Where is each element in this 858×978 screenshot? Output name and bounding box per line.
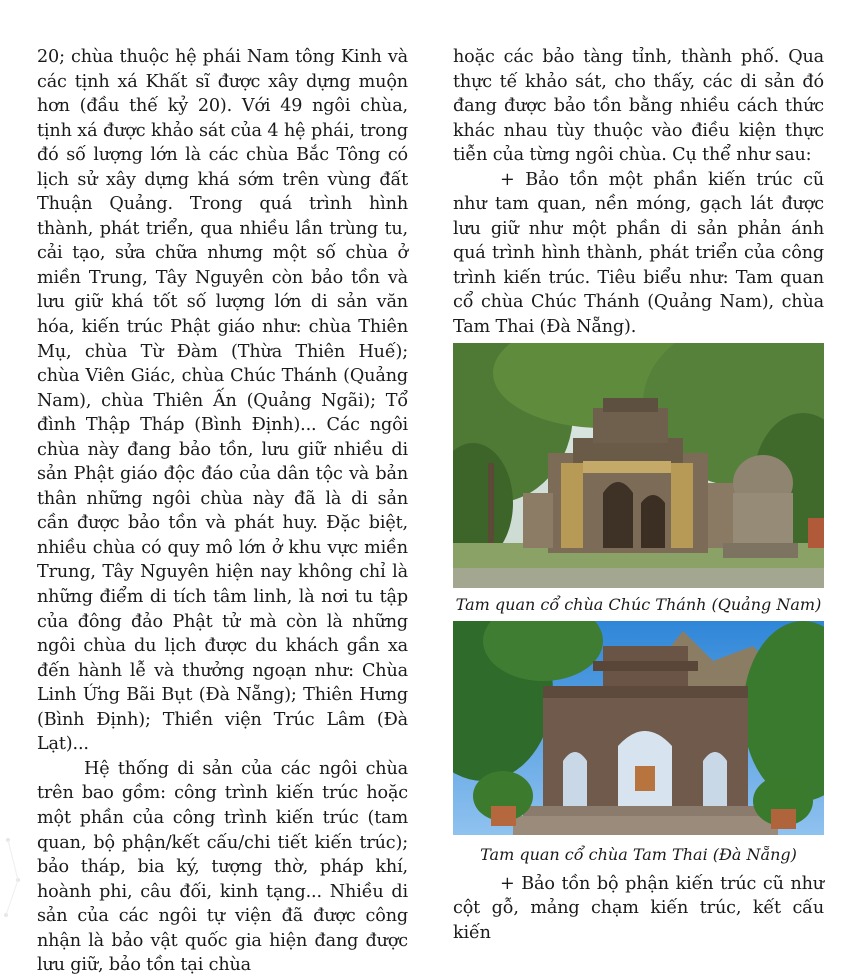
right-paragraph-3: + Bảo tồn bộ phận kiến trúc cũ như cột gỗ, mảng chạm kiến trúc, kết cấu kiến xyxy=(453,873,824,943)
left-paragraph-2: Hệ thống di sản của các ngôi chùa trên bao gồm: công trình kiến trúc hoặc một phần của công trình kiến trúc (tam quan, bộ phận/kết cấu/chi tiết kiến trúc); bảo tháp, bia ký, tượng thờ, pháp khí, hoành phi, câu đối, kinh tạng... Nhiều di sản của các ngôi tự viện đã được công nhận là bảo vật quốc gia hiện đang được lưu giữ, bảo tồn tại chùa xyxy=(37,758,408,976)
decorative-dots xyxy=(0,820,30,960)
photo-tam-thai-gate xyxy=(453,621,824,835)
right-column xyxy=(453,45,824,945)
left-paragraph-1: 20; chùa thuộc hệ phái Nam tông Kinh và các tịnh xá Khất sĩ được xây dựng muộn hơn (đầu thế kỷ 20). Với 49 ngôi chùa, tịnh xá được khảo sát của 4 hệ phái, trong đó số lượng lớn là các chùa Bắc Tông có lịch sử xây dựng khá sớm trên vùng đất Thuận Quảng. Trong quá trình hình thành, phát triển, qua nhiều lần trùng tu, cải tạo, sửa chữa nhưng một số chùa ở miền Trung, Tây Nguyên còn bảo tồn và lưu giữ khá tốt số lượng lớn di sản văn hóa, kiến trúc Phật giáo như: chùa Thiên Mụ, chùa Từ Đàm (Thừa Thiên Huế); chùa Viên Giác, chùa Chúc Thánh (Quảng Nam), chùa Thiên Ấn (Quảng Ngãi); Tổ đình Thập Tháp (Bình Định)... Các ngôi chùa này đang bảo tồn, lưu giữ nhiều di sản Phật giáo độc đáo của dân tộc và bản thân những ngôi chùa này đã là di sản cần được bảo tồn và phát huy. Đặc biệt, nhiều chùa có quy mô lớn ở khu vực miền Trung, Tây Nguyên hiện nay không chỉ là những điểm di tích tâm linh, là nơi tu tập của đông đảo Phật tử mà còn là những ngôi chùa du lịch được du khách gần xa đến hành lễ và thưởng ngoạn như: Chùa Linh Ứng Bãi Bụt (Đà Nẵng); Thiên Hưng (Bình Định); Thiền viện Trúc Lâm (Đà Lạt)... xyxy=(37,47,408,755)
caption-chuc-thanh: Tam quan cổ chùa Chúc Thánh (Quảng Nam) xyxy=(455,594,822,614)
right-paragraph-1: hoặc các bảo tàng tỉnh, thành phố. Qua thực tế khảo sát, cho thấy, các di sản đó đang được bảo tồn bằng nhiều cách thức khác nhau tùy thuộc vào điều kiện thực tiễn của từng ngôi chùa. Cụ thể như sau: xyxy=(453,47,824,166)
left-column xyxy=(37,45,408,978)
caption-tam-thai: Tam quan cổ chùa Tam Thai (Đà Nẵng) xyxy=(480,844,797,864)
right-paragraph-2: + Bảo tồn một phần kiến trúc cũ như tam quan, nền móng, gạch lát được lưu giữ như một phần di sản phản ánh quá trình hình thành, phát triển của công trình kiến trúc. Tiêu biểu như: Tam quan cổ chùa Chúc Thánh (Quảng Nam), chùa Tam Thai (Đà Nẵng). xyxy=(453,169,824,338)
photo-chuc-thanh-gate xyxy=(453,343,824,588)
